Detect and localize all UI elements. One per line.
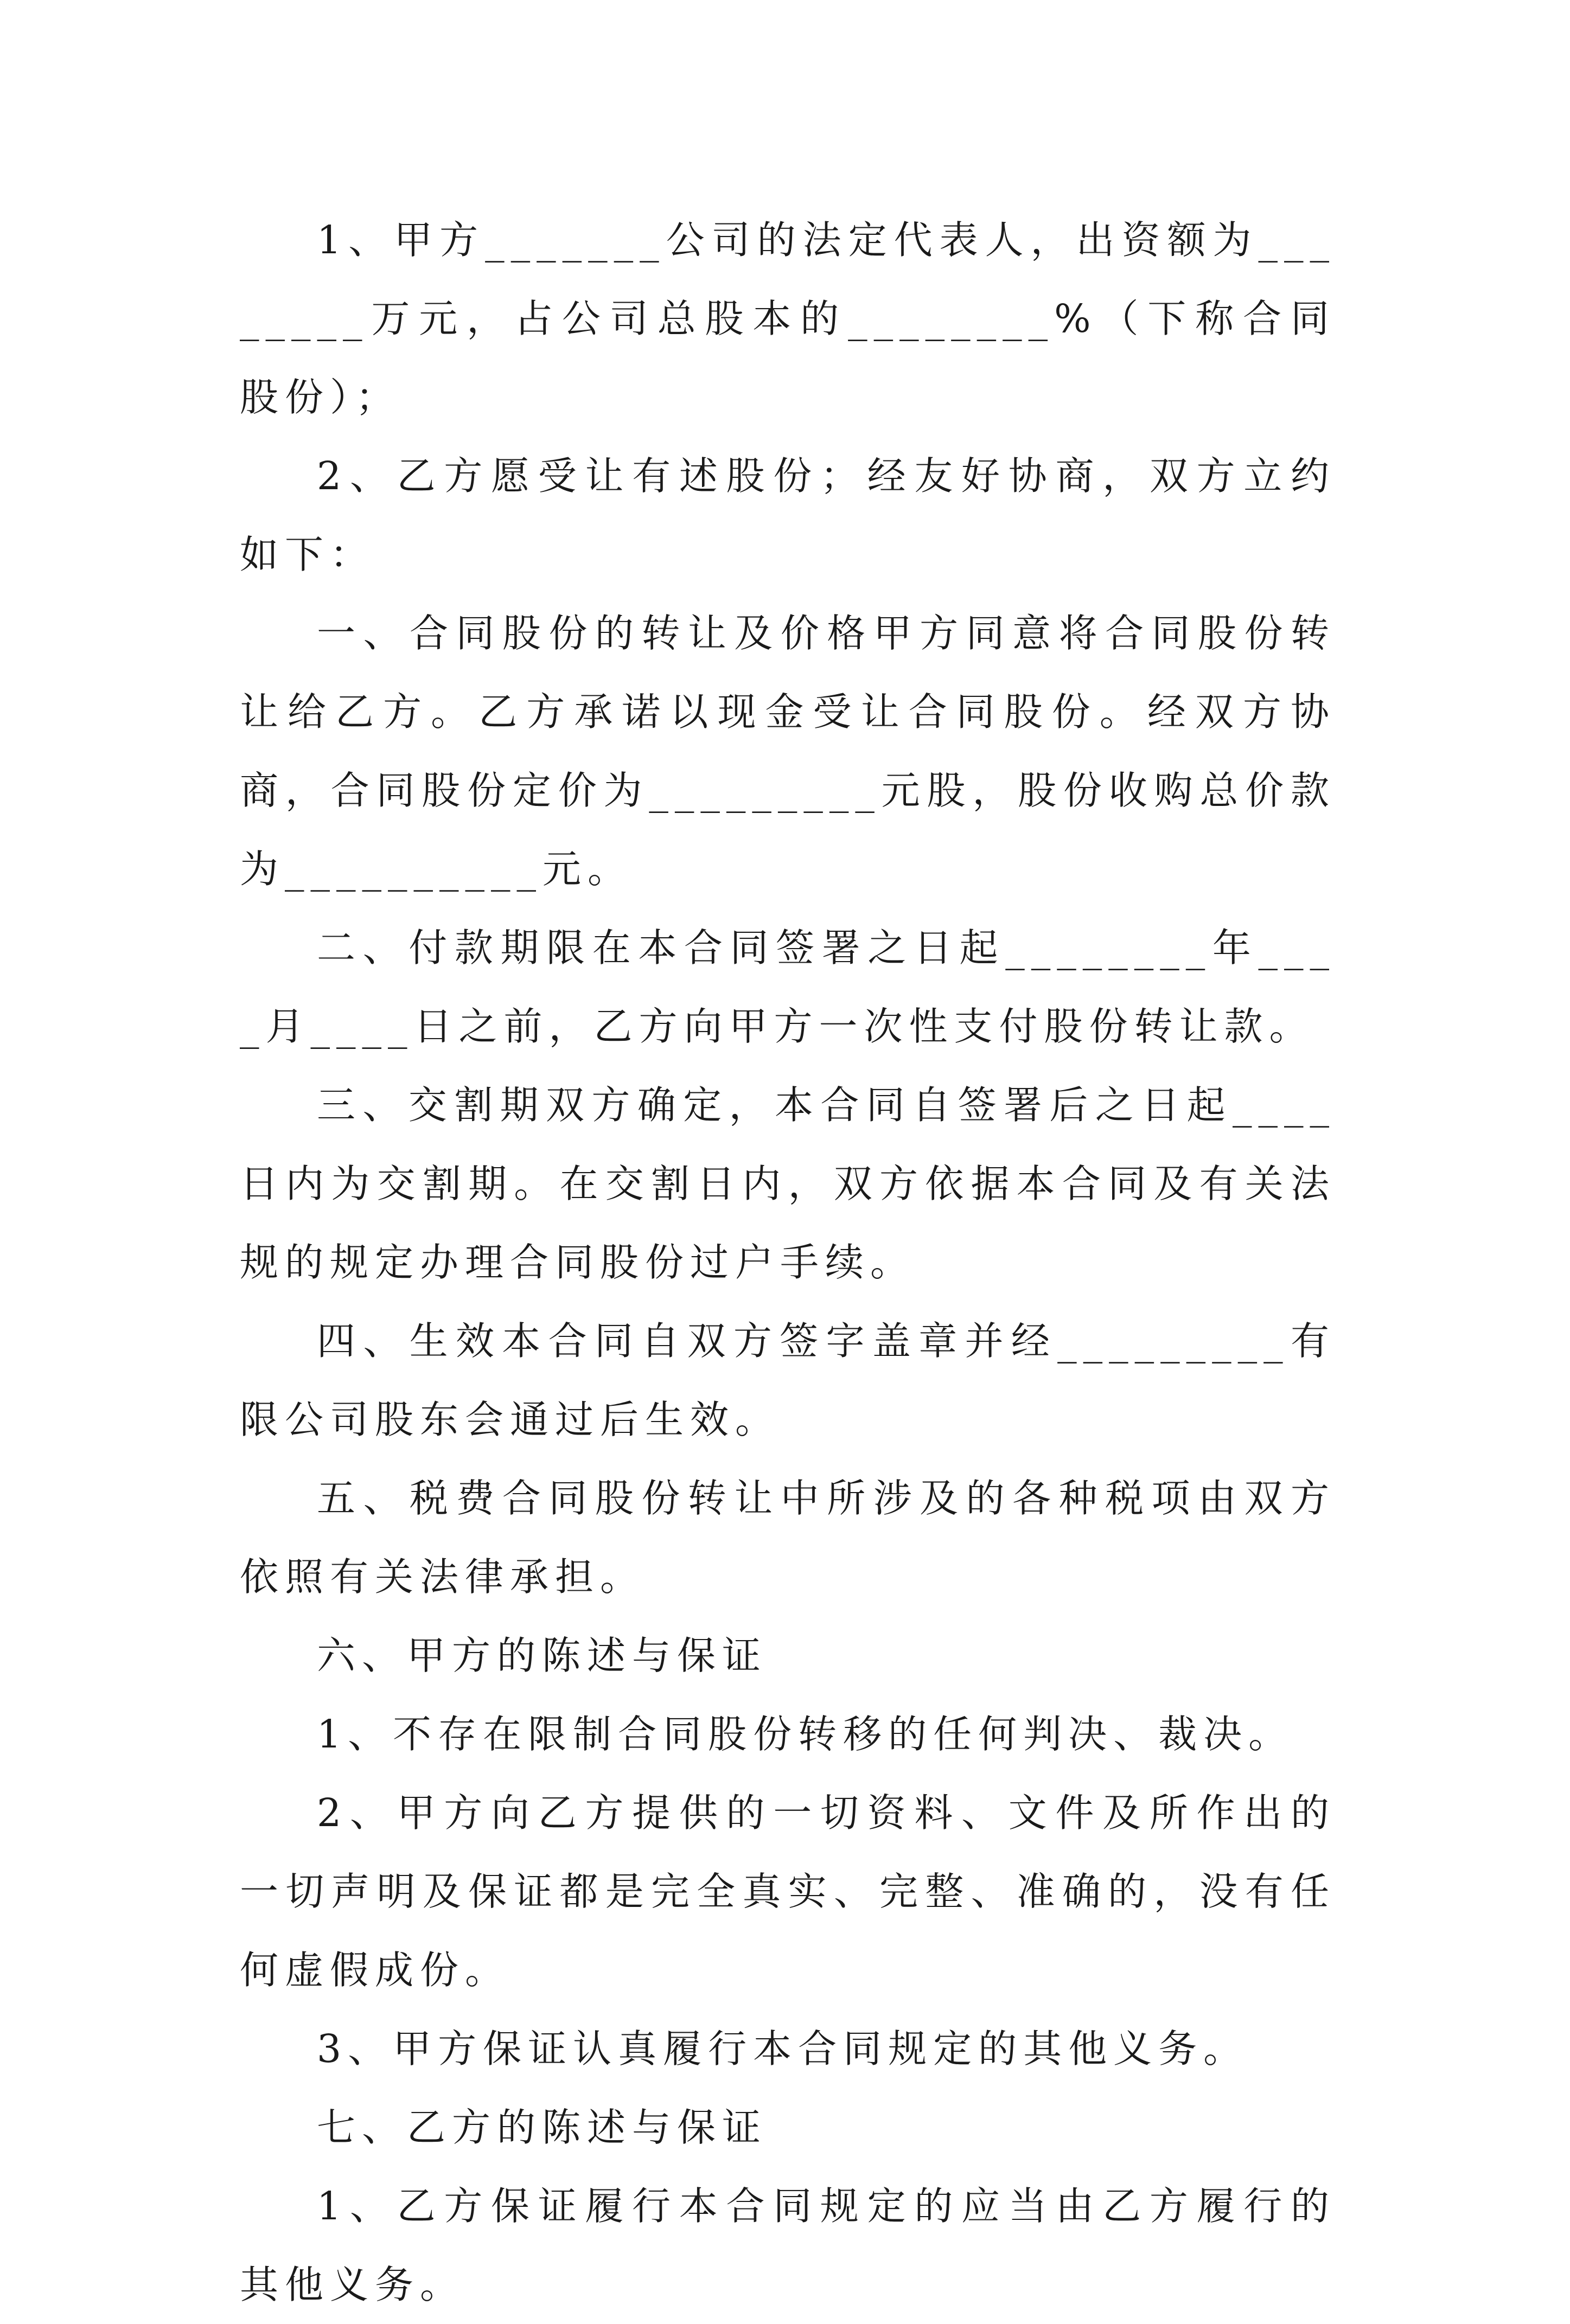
paragraph: 四、生效本合同自双方签字盖章并经_________有限公司股东会通过后生效。	[240, 1318, 1336, 1442]
paragraph: 1、不存在限制合同股份转移的任何判决、裁决。	[317, 1712, 1294, 1757]
paragraph: 五、税费合同股份转让中所涉及的各种税项由双方依照有关法律承担。	[240, 1476, 1336, 1599]
section-heading: 七、乙方的陈述与保证	[317, 2105, 768, 2150]
paragraph: 1、甲方_______公司的法定代表人，出资额为________万元，占公司总股本的________%（下称合同股份）；	[240, 217, 1336, 420]
paragraph: 2、乙方愿受让有述股份；经友好协商，双方立约如下：	[240, 453, 1336, 577]
paragraph: 三、交割期双方确定，本合同自签署后之日起____日内为交割期。在交割日内，双方依据本合同及有关法规的规定办理合同股份过户手续。	[240, 1083, 1336, 1285]
section-heading: 六、甲方的陈述与保证	[317, 1633, 768, 1678]
paragraph: 一、合同股份的转让及价格甲方同意将合同股份转让给乙方。乙方承诺以现金受让合同股份。经双方协商，合同股份定价为_________元股，股份收购总价款为__________元。	[240, 611, 1336, 892]
paragraph: 3、甲方保证认真履行本合同规定的其他义务。	[317, 2026, 1249, 2071]
paragraph: 1、乙方保证履行本合同规定的应当由乙方履行的其他义务。	[240, 2184, 1336, 2307]
paragraph: 二、付款期限在本合同签署之日起________年____月____日之前，乙方向甲方一次性支付股份转让款。	[240, 925, 1336, 1049]
paragraph: 2、甲方向乙方提供的一切资料、文件及所作出的一切声明及保证都是完全真实、完整、准确的，没有任何虚假成份。	[240, 1790, 1336, 1993]
document-body	[240, 201, 1336, 2324]
